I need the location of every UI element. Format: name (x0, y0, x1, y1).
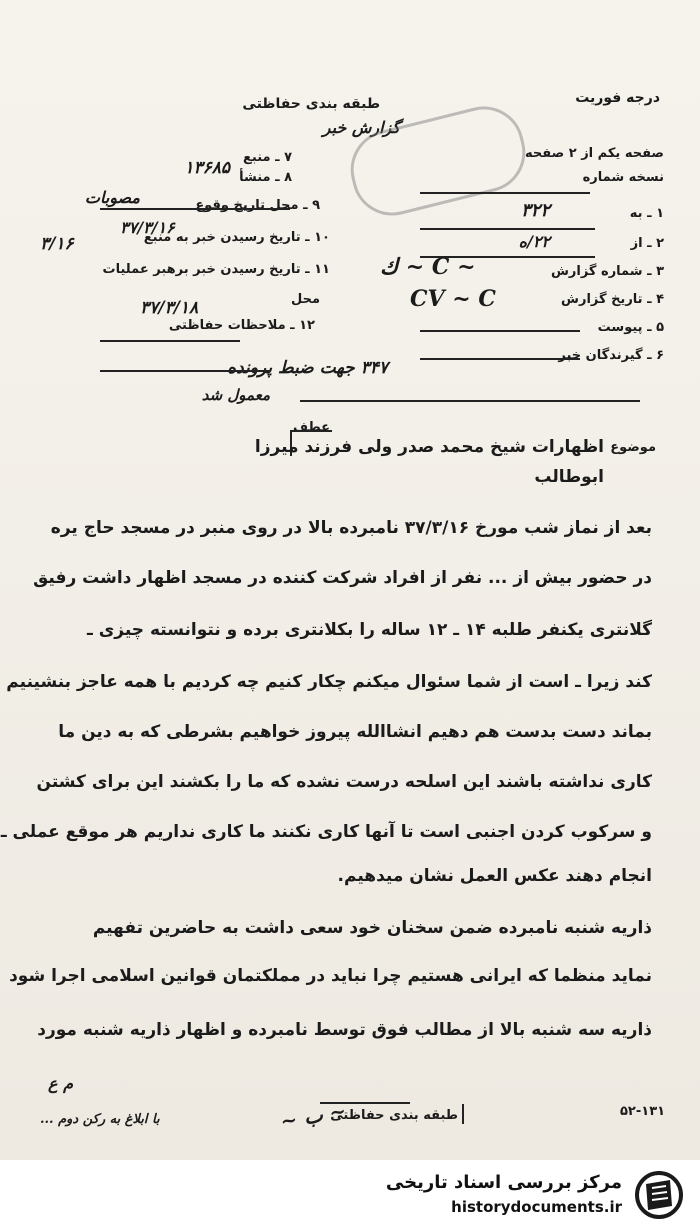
received-date-value: ۳۷/۳/۱۶ (120, 218, 175, 237)
archive-logo-icon (634, 1170, 684, 1220)
body-line-9: ذاریه شنبه نامبرده ضمن سخنان خود سعی داشت به حاضرین تفهیم (92, 918, 652, 938)
works-label: مصوبات (84, 188, 140, 207)
source-label: ۷ ـ منبع (243, 150, 292, 165)
archive-url[interactable]: historydocuments.ir (451, 1198, 622, 1216)
subject-line-2: ابوطالب (534, 467, 604, 487)
corner-scribble: م ع (48, 1074, 74, 1093)
received-label: ۱۰ ـ تاریخ رسیدن خبر به منبع (143, 230, 330, 245)
protective-notes-label: ۱۲ ـ ملاحظات حفاظتی (168, 318, 315, 333)
watermark-footer (0, 1160, 700, 1230)
body-line-6: کاری نداشته باشند این اسلحه درست نشده که ما را بکشند این برای کشتن (36, 772, 652, 792)
body-line-3: گلانتری یکنفر طلبه ۱۴ ـ ۱۲ ساله را بکلانتری برده و نتوانسته چیزی ـ (86, 620, 652, 640)
body-line-2: در حضور بیش از ... نفر از افراد شرکت کننده در مسجد اظهار داشت رفیق (33, 568, 652, 588)
place-date-label: ۹ ـ محل تاریخ وقوع (195, 198, 320, 213)
filing-note: ۳۴۷ جهت ضبط پرونده (227, 358, 388, 378)
source-number: ۱۳۶۸۵ (184, 158, 230, 178)
field-from-label: ۲ ـ از (630, 236, 664, 251)
recipients-label: ۶ ـ گیرندگان خبر (558, 348, 664, 363)
report-number-label: ۳ ـ شماره گزارش (550, 264, 664, 279)
field-to-value: ۳۲۲ (520, 200, 550, 221)
report-date-label: ۴ ـ تاریخ گزارش (561, 292, 664, 307)
page-count-label: صفحه یکم از ۲ صفحه (525, 146, 664, 161)
origin-label: ۸ ـ منشأ (239, 170, 292, 185)
report-type: گزارش خبر (322, 118, 400, 137)
report-number-scribble: ~ C ~ ك (380, 254, 476, 280)
subject-line-1: اظهارات شیخ محمد صدر ولی فرزند میرزا (254, 437, 604, 457)
body-line-11: ذاریه سه شنبه بالا از مطالب فوق توسط نامبرده و اظهار ذاریه شنبه مورد (37, 1020, 652, 1040)
subject-label: موضوع (610, 440, 656, 455)
body-line-4: کند زیرا ـ است از شما سئوال میکنم چکار کنیم چه کردیم با همه عاجز بنشینیم (6, 672, 652, 692)
ref-label: عطف (292, 420, 330, 435)
received-date-value-2: ۳/۱۶ (40, 234, 74, 254)
copy-number-label: نسخه شماره (582, 170, 664, 185)
report-date-scribble: CV ~ C (410, 286, 496, 312)
body-line-1: بعد از نماز شب مورخ ۳۷/۳/۱۶ نامبرده بالا در روی منبر در مسجد حاج یره (50, 518, 652, 538)
faded-stamp (342, 98, 534, 224)
handwritten-note: با ابلاغ به رکن دوم ... (40, 1112, 160, 1127)
body-line-7: و سرکوب کردن اجنبی است تا آنها کاری نکنند ما کاری نداریم هر موقع عملی ـ (0, 822, 652, 842)
priority-label: درجه فوریت (575, 90, 660, 106)
leader-received-label: ۱۱ ـ تاریخ رسیدن خبر برهبر عملیات (102, 262, 330, 277)
classification-header: طبقه بندی حفاظتی (242, 96, 380, 112)
archive-title: مرکز بررسی اسناد تاریخی (385, 1172, 622, 1193)
place-label: محل (290, 292, 320, 307)
field-to-label: ۱ ـ به (629, 206, 664, 221)
attachment-label: ۵ ـ پیوست (597, 320, 664, 335)
body-line-5: بماند دست بدست هم دهیم انشاالله پیروز خواهیم بشرطی که به دین ما (58, 722, 652, 742)
field-from-value: ۲۲/ه (518, 232, 550, 251)
form-code: ۵۲-۱۳۱ (620, 1104, 666, 1119)
body-line-8: انجام دهند عکس العمل نشان میدهیم. (337, 866, 652, 886)
routine-note: معمول شد (201, 386, 270, 404)
signature-scribble: ~ ب ~ (278, 1098, 348, 1134)
body-line-10: نماید منظما که ایرانی هستیم چرا نباید در مملکتمان قوانین اسلامی اجرا شود (9, 966, 652, 986)
place-date-value: ۳۷/۳/۱۸ (140, 298, 199, 318)
footer-classification: طبقه بندی حفاظتی (330, 1108, 458, 1123)
